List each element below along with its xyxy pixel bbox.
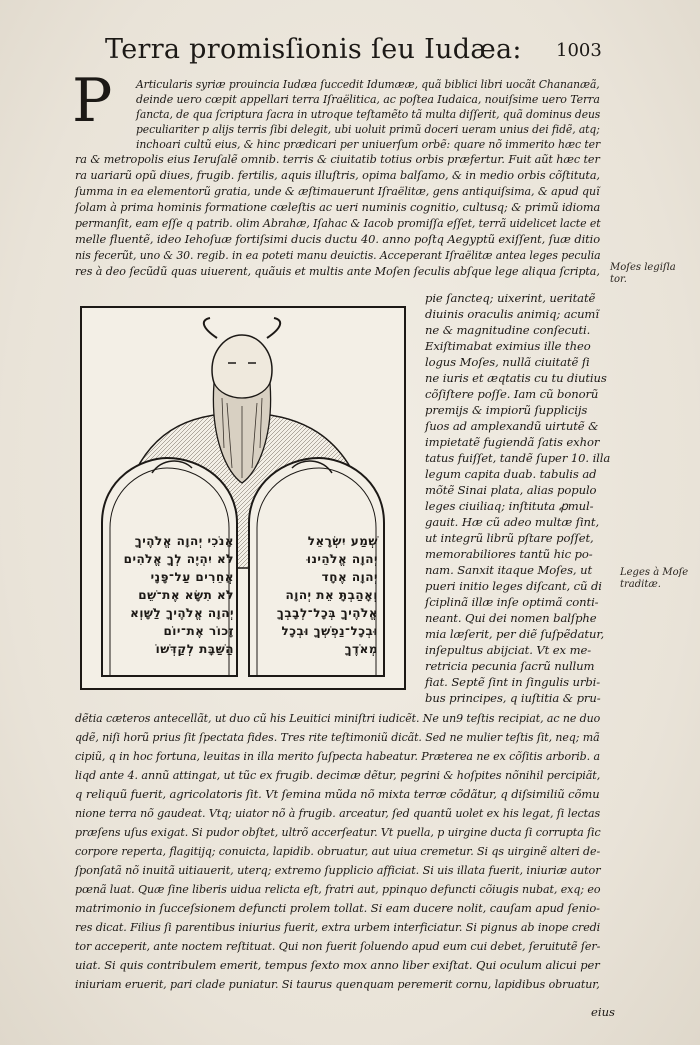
hebrew-line: יְהוָה אֱלֹהֵינוּ (306, 552, 378, 566)
text-line: ne & magnitudine conſecuti. (425, 323, 591, 337)
hebrew-line: אֱלֹהֶיךָ בְּכָל־לְבָבְךָ (276, 606, 378, 620)
text-line: res à deo ſecũdũ quas uiuerent, quãuis et multis ante Moſen ſeculis abſque lege aliqua ſcripta, (75, 264, 600, 278)
text-line: Articularis syriæ prouincia Iudæa ſuccedit Idumææ, quã biblici libri uocãt Chananæã, (136, 77, 600, 91)
text-line: peculiariter p alijs terris ſibi delegit, ubi uoluit primũ doceri ueram unius dei fidẽ, atq; (136, 122, 600, 136)
hebrew-line: וּבְכָל־נַפְשְׁךָ וּבְכָל (281, 624, 378, 638)
text-line: liqd ante 4. annũ attingat, ut tũc ex frugib. decimæ dẽtur, pegrini & hoſpites nõnihil percipiãt, (75, 768, 601, 782)
text-line: Exiſtimabat eximius ille theo (425, 339, 591, 353)
text-line: ſancta, de qua ſcriptura ſacra in utroque teſtamẽto tã multa diſſerit, quã dominus deus (136, 107, 601, 121)
text-line: premijs & impiorũ ſupplicijs (425, 403, 588, 417)
text-line: ſolam à prima hominis formatione cœleſtis ac ueri numinis cognitio, cultusq; & primũ idioma (75, 200, 601, 214)
text-line: uiat. Si quis contribulem emerit, tempus ſexto mox anno liber exiſtat. Qui oculum alicui per (75, 958, 600, 972)
hebrew-line: יְהוָה אֶחָד (321, 570, 378, 584)
margin-note-laws (620, 567, 688, 591)
catchword: eius (591, 1005, 615, 1019)
text-line: fiat. Septẽ ſint in ſingulis urbi- (425, 675, 601, 689)
text-line: nis fecerũt, uno & 30. regib. in ea poteti manu deuictis. Acceperant Iſraëlitæ antea leges peculia (75, 248, 601, 262)
moses-woodcut (80, 306, 406, 690)
page-title: Terra promisſionis ſeu Iudæa: (105, 34, 522, 65)
hebrew-line: מְאֹדֶךָ (344, 642, 378, 656)
margin-note-line: tor. (610, 274, 627, 285)
margin-note-line: traditæ. (620, 579, 661, 590)
hebrew-line: אֲחֵרִים עַל־פָּנָי (150, 570, 234, 584)
hebrew-line: אָנֹכִי יְהוָה אֱלֹהֶיךָ (134, 534, 234, 548)
text-line: tor acceperit, ante noctem reſtituat. Qui non fuerit ſoluendo apud eum cui debet, ſeruitutẽ ſer- (75, 939, 601, 953)
text-line: inchoari cultũ eius, & hinc prædicari per uniuerſum orbẽ: quare nõ immerito hæc ter (136, 137, 601, 151)
text-line: ra uariarũ opũ diues, frugib. fertilis, aquis illuſtris, opima balſamo, & in medio orbis cõſtituta, (75, 168, 600, 182)
text-line: bus principes, q iuſtitia & pru- (425, 691, 601, 705)
text-line: cipiũ, q in hoc fortuna, leuitas in illa merito ſuſpecta habeatur. Præterea ne ex cõſitis arborib. a (75, 749, 600, 763)
text-line: diuinis oraculis animiq; acumĩ (425, 307, 599, 321)
text-line: deinde uero cœpit appellari terra Iſraëlitica, ac poſtea Iudaica, nouiſsime uero Terra (136, 92, 600, 106)
text-line: ra & metropolis eius Ieruſalẽ omnib. terris & ciuitatib totius orbis præfertur. Fuit aũt hæc ter (75, 152, 600, 166)
text-line: leges ciuiliaq; inſtituta ꝓmul- (425, 499, 594, 513)
hebrew-line: שְׁמַע יִשְׂרָאֵל (307, 534, 378, 548)
text-line: nam. Sanxit itaque Moſes, ut (425, 563, 593, 577)
hebrew-line: לֹא יִהְיֶה לְךָ אֱלֹהִים (123, 552, 234, 566)
text-line: inſepultus abijciat. Vt ex me- (425, 643, 592, 657)
text-line: matrimonio in ſucceſsionem defuncti prolem tollat. Si eam ducere nolit, cauſam apud ſenio- (75, 901, 600, 915)
text-line: q reliquũ fuerit, agricolatoris ſit. Vt ſemina mũda nõ mixta terræ cõdãtur, q diſsimiliũ cõmu (75, 787, 600, 801)
text-line: mia læſerit, per diẽ ſuſpẽdatur, (425, 627, 605, 641)
margin-note-moses (610, 262, 676, 286)
hebrew-line: הַשַּׁבָּת לְקַדְּשׁוֹ (155, 642, 234, 656)
text-line: mõtẽ Sinai plata, alias populo (425, 483, 597, 497)
text-line: cõſiſtere poſſe. Iam cũ bonorũ (425, 387, 599, 401)
text-line: tatus fuiſſet, tandẽ ſuper 10. illa (425, 451, 611, 465)
text-line: ſponſatã nõ inuitã uitiauerit, uterq; extremo ſupplicio afficiat. Si uis illata fuerit, iniuriæ autor (75, 863, 601, 877)
text-line: legum capita duab. tabulis ad (425, 467, 597, 481)
folio-number: 1003 (556, 40, 602, 61)
text-line: pie ſancteq; uixerint, ueritatẽ (425, 291, 596, 305)
text-line: ſuos ad amplexandũ uirtutẽ & (425, 419, 599, 433)
text-line: permanſit, eam eſſe q patrib. olim Abrahæ, Iſahac & Iacob promiſſa eſſet, terrã uidelicet lacte et (75, 216, 601, 230)
text-line: neant. Qui dei nomen balſphe (425, 611, 597, 625)
text-line: dẽtia cæteros antecellãt, ut duo cũ his Leuitici miniſtri iudicẽt. Ne un9 teſtis recipiat, ac ne duo (75, 711, 601, 725)
text-line: memorabiliores tantũ hic po- (425, 547, 593, 561)
text-line: impietatẽ fugiendã ſatis exhor (425, 435, 600, 449)
hebrew-line: לֹא תִשָּׂא אֶת־שֵׁם (138, 588, 234, 602)
text-line: præſens uſus exigat. Si pudor obſtet, ultrõ accerſeatur. Vt puella, p uirgine ducta ſi corrupta ſic (75, 825, 601, 839)
margin-note-line: Leges à Moſe (620, 567, 689, 578)
text-line: pueri initio leges diſcant, cũ di (425, 579, 602, 593)
text-line: melle fluentẽ, ideo Iehoſuæ fortiſsimi ducis ductu 40. anno poſtq Aegyptũ exiſſent, ſuæ ditio (75, 232, 601, 246)
text-line: res dicat. Filius ſi parentibus iniurius fuerit, extra urbem interficiatur. Si pignus ab inope credi (75, 920, 601, 934)
text-line: nione terra nõ gaudeat. Vtq; uiator nõ à frugib. arceatur, ſed quantũ uolet ex his legat, ſi lectas (75, 806, 601, 820)
text-line: ut integrũ librũ pſtare poſſet, (425, 531, 594, 545)
text-line: iniuriam eruerit, pari clade puniatur. Si taurus quenquam peremerit cornu, lapidibus obruatur, (75, 977, 600, 991)
text-line: retricia pecunia ſacrũ nullum (425, 659, 595, 673)
text-line: ſumma in ea elementorũ gratia, unde & æſtimauerunt Iſraëlitæ, gens antiquiſsima, & apud quĩ (75, 184, 600, 198)
text-line: pœnã luat. Quæ ſine liberis uidua relicta eſt, fratri aut, ppinquo defuncti cõiugis nubat, exq; eo (75, 882, 601, 896)
text-line: corpore reperta, flagitijq; conuicta, lapidib. obruatur, aut uiua cremetur. Si qs uirginẽ alteri de- (75, 844, 601, 858)
text-line: qdẽ, niſi horũ prius ſit ſpectata fides. Tres rite teſtimoniũ dicãt. Sed ne mulier teſtis ſit, neq; mã (75, 730, 600, 744)
text-line: ne iuris et æqtatis cu tu diutius (425, 371, 607, 385)
text-line: ſciplinã illæ inſe optimã conti- (425, 595, 599, 609)
text-line: gauit. Hæ cũ adeo multæ ſint, (425, 515, 600, 529)
hebrew-line: יְהוָה אֱלֹהֶיךָ לַשָּׁוְא (130, 606, 234, 620)
hebrew-line: זָכוֹר אֶת־יוֹם (163, 624, 234, 638)
drop-capital: P (72, 66, 113, 136)
text-line: logus Moſes, nullã ciuitatẽ ſi (425, 355, 590, 369)
hebrew-line: וְאָהַבְתָּ אֵת יְהוָה (285, 588, 378, 602)
margin-note-line: Moſes legiſla (610, 262, 676, 273)
